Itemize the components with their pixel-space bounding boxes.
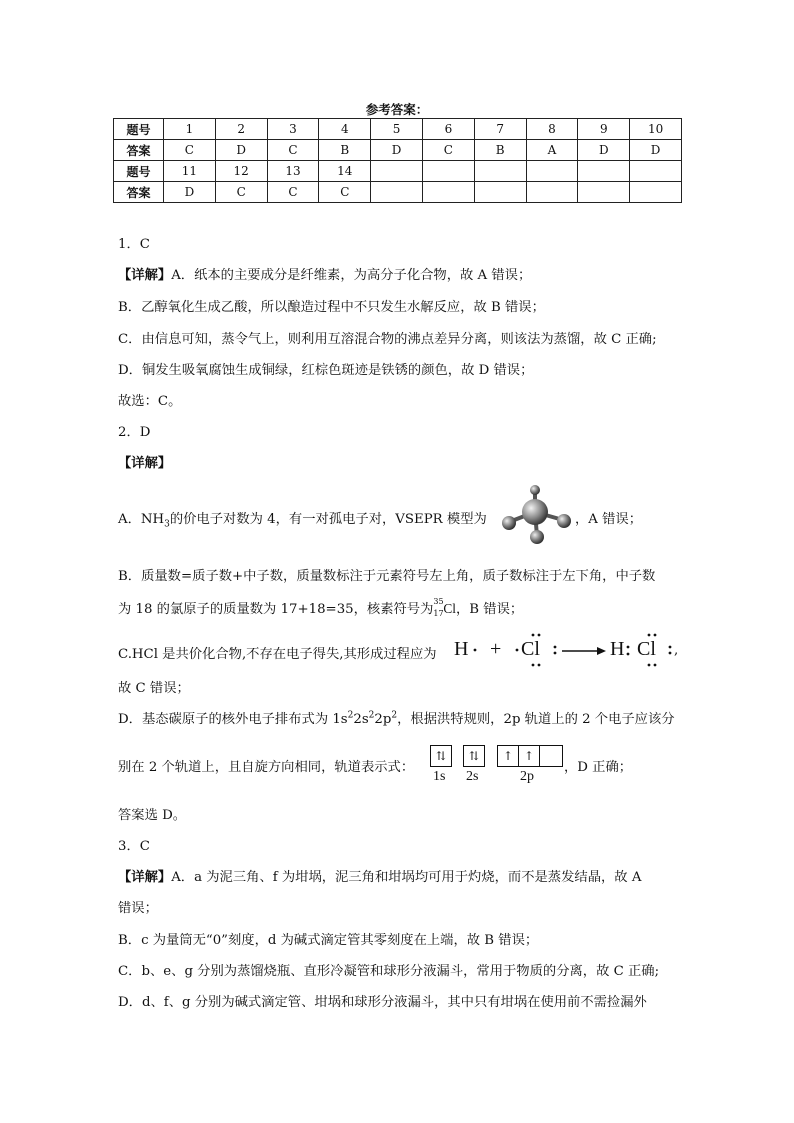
- q2-d2-post: ，D 正确；: [564, 760, 633, 775]
- table-header-cell: 题号: [114, 161, 164, 182]
- q1-a-text: A．纸本的主要成分是纤维素，为高分子化合物，故 A 错误；: [171, 268, 532, 283]
- table-cell: D: [578, 140, 630, 161]
- label-2s: 2s: [466, 769, 479, 784]
- exp-2s: 2: [368, 710, 375, 721]
- q2-a-pre: A．NH: [118, 512, 165, 527]
- table-cell: 1: [164, 119, 216, 140]
- table-cell: 6: [422, 119, 474, 140]
- nuclide-scripts: [433, 596, 444, 618]
- label-1s: 1s: [433, 769, 446, 784]
- table-cell: [630, 161, 682, 182]
- q2-d1-post: ，根据洪特规则，2p 轨道上的 2 个电子应该分: [397, 712, 675, 727]
- table-row: [114, 119, 682, 140]
- q2-a-post: ，A 错误；: [575, 512, 643, 527]
- table-cell: [474, 161, 526, 182]
- table-cell: [371, 182, 423, 203]
- q1-option-a: [118, 264, 531, 283]
- table-cell: C: [422, 140, 474, 161]
- answer-title: 参考答案：: [365, 102, 429, 117]
- table-cell: [526, 161, 578, 182]
- atomic-number: 17: [433, 608, 444, 618]
- table-cell: [578, 182, 630, 203]
- table-cell: [422, 182, 474, 203]
- table-cell: 4: [319, 119, 371, 140]
- table-header-cell: 答案: [114, 182, 164, 203]
- table-cell: [422, 161, 474, 182]
- exp-1s: 2: [347, 710, 354, 721]
- mass-number: 35: [433, 596, 444, 606]
- label-2p: 2p: [520, 769, 534, 784]
- q2-option-d-line2: 别在 2 个轨道上，且自旋方向相同，轨道表示式：: [118, 760, 415, 775]
- q3-a1-text: A．a 为泥三角、f 为坩埚，泥三角和坩埚均可用于灼烧，而不是蒸发结晶，故 A: [171, 870, 642, 885]
- table-header-cell: 题号: [114, 119, 164, 140]
- q2-option-d-line1: [118, 708, 675, 727]
- q2-d1-pre: D．基态碳原子的核外电子排布式为 1s: [118, 712, 348, 727]
- table-cell: 14: [319, 161, 371, 182]
- q2-conclusion: 答案选 D。: [118, 808, 187, 823]
- table-cell: [371, 161, 423, 182]
- table-cell: C: [164, 140, 216, 161]
- q3-head: 3．C: [118, 839, 150, 854]
- table-row: [114, 161, 682, 182]
- table-cell: 2: [215, 119, 267, 140]
- table-cell: 5: [371, 119, 423, 140]
- plus-sign: +: [490, 638, 502, 660]
- table-cell: C: [215, 182, 267, 203]
- q2-option-a: [118, 508, 487, 530]
- vsepr-model-icon: [497, 484, 573, 546]
- table-cell: [578, 161, 630, 182]
- table-cell: [474, 182, 526, 203]
- table-cell: [526, 182, 578, 203]
- table-cell: C: [319, 182, 371, 203]
- orbital-box-2p-3: [539, 745, 563, 767]
- table-cell: D: [215, 140, 267, 161]
- q1-head: 1．C: [118, 237, 150, 252]
- table-cell: 7: [474, 119, 526, 140]
- table-cell: [630, 182, 682, 203]
- table-header-cell: 答案: [114, 140, 164, 161]
- q2-detail-tag: 【详解】: [118, 456, 172, 471]
- table-cell: D: [371, 140, 423, 161]
- table-row: [114, 140, 682, 161]
- cl-atom: Cl: [521, 638, 540, 660]
- q3-option-d: D．d、f、g 分别为碱式滴定管、坩埚和球形分液漏斗，其中只有坩埚在使用前不需捡漏外: [118, 995, 647, 1010]
- q2-d1-2s: 2s: [353, 712, 369, 727]
- q3-option-a-line1: [118, 866, 641, 885]
- q2-d1-2p: 2p: [374, 712, 392, 727]
- q2-a-mid: 的价电子对数为 4，有一对孤电子对，VSEPR 模型为: [169, 512, 487, 527]
- element-symbol: Cl: [443, 601, 456, 616]
- q2-head: 2．D: [118, 425, 151, 440]
- q3-option-c: C．b、e、g 分别为蒸馏烧瓶、直形冷凝管和球形分液漏斗，常用于物质的分离，故 C 正确;: [118, 964, 660, 979]
- q2-option-c-line2: 故 C 错误；: [118, 681, 190, 696]
- q2-option-b-line2: [118, 598, 523, 617]
- table-cell: D: [164, 182, 216, 203]
- hcl-h: H: [610, 638, 625, 660]
- orbital-box-2s: ⇅: [463, 745, 485, 767]
- detail-tag: 【详解】: [118, 870, 172, 885]
- q2-option-b-line1: B．质量数=质子数+中子数，质量数标注于元素符号左上角，质子数标注于左下角，中子数: [118, 569, 656, 584]
- table-cell: 13: [267, 161, 319, 182]
- q3-option-a-line2: 错误；: [118, 901, 158, 916]
- q2-a-sub: 3: [164, 519, 170, 530]
- q3-option-b: B．c 为量筒无“0”刻度，d 为碱式滴定管其零刻度在上端，故 B 错误；: [118, 933, 539, 948]
- table-cell: 8: [526, 119, 578, 140]
- q1-option-d: D．铜发生吸氧腐蚀生成铜绿，红棕色斑迹是铁锈的颜色，故 D 错误；: [118, 363, 534, 378]
- q1-option-c: C．由信息可知，蒸令气上，则利用互溶混合物的沸点差异分离，则该法为蒸馏，故 C 正确;: [118, 332, 657, 347]
- q2-option-c-line1: C.HCl 是共价化合物,不存在电子得失,其形成过程应为: [118, 647, 437, 662]
- table-cell: 9: [578, 119, 630, 140]
- hcl-cl: Cl: [637, 638, 656, 660]
- table-cell: 12: [215, 161, 267, 182]
- exp-2p: 2: [391, 710, 398, 721]
- orbital-box-2p-2: ↑: [518, 745, 540, 767]
- q2-b2-post: ，B 错误；: [455, 602, 524, 617]
- table-cell: C: [267, 182, 319, 203]
- table-cell: B: [319, 140, 371, 161]
- orbital-box-2p-1: ↑: [497, 745, 519, 767]
- table-cell: B: [474, 140, 526, 161]
- orbital-box-1s: ⇅: [430, 745, 452, 767]
- table-cell: C: [267, 140, 319, 161]
- table-cell: 3: [267, 119, 319, 140]
- hcl-comma: ,: [674, 643, 679, 658]
- table-cell: 11: [164, 161, 216, 182]
- table-cell: A: [526, 140, 578, 161]
- q1-conclusion: 故选：C。: [118, 394, 182, 409]
- h-atom: H: [454, 638, 469, 660]
- q1-option-b: B．乙醇氧化生成乙酸，所以酿造过程中不只发生水解反应，故 B 错误；: [118, 300, 545, 315]
- table-cell: D: [630, 140, 682, 161]
- detail-tag: 【详解】: [118, 268, 172, 283]
- table-cell: 10: [630, 119, 682, 140]
- answer-table: [113, 118, 682, 203]
- table-row: [114, 182, 682, 203]
- q2-b2-pre: 为 18 的氯原子的质量数为 17+18=35，核素符号为: [118, 602, 434, 617]
